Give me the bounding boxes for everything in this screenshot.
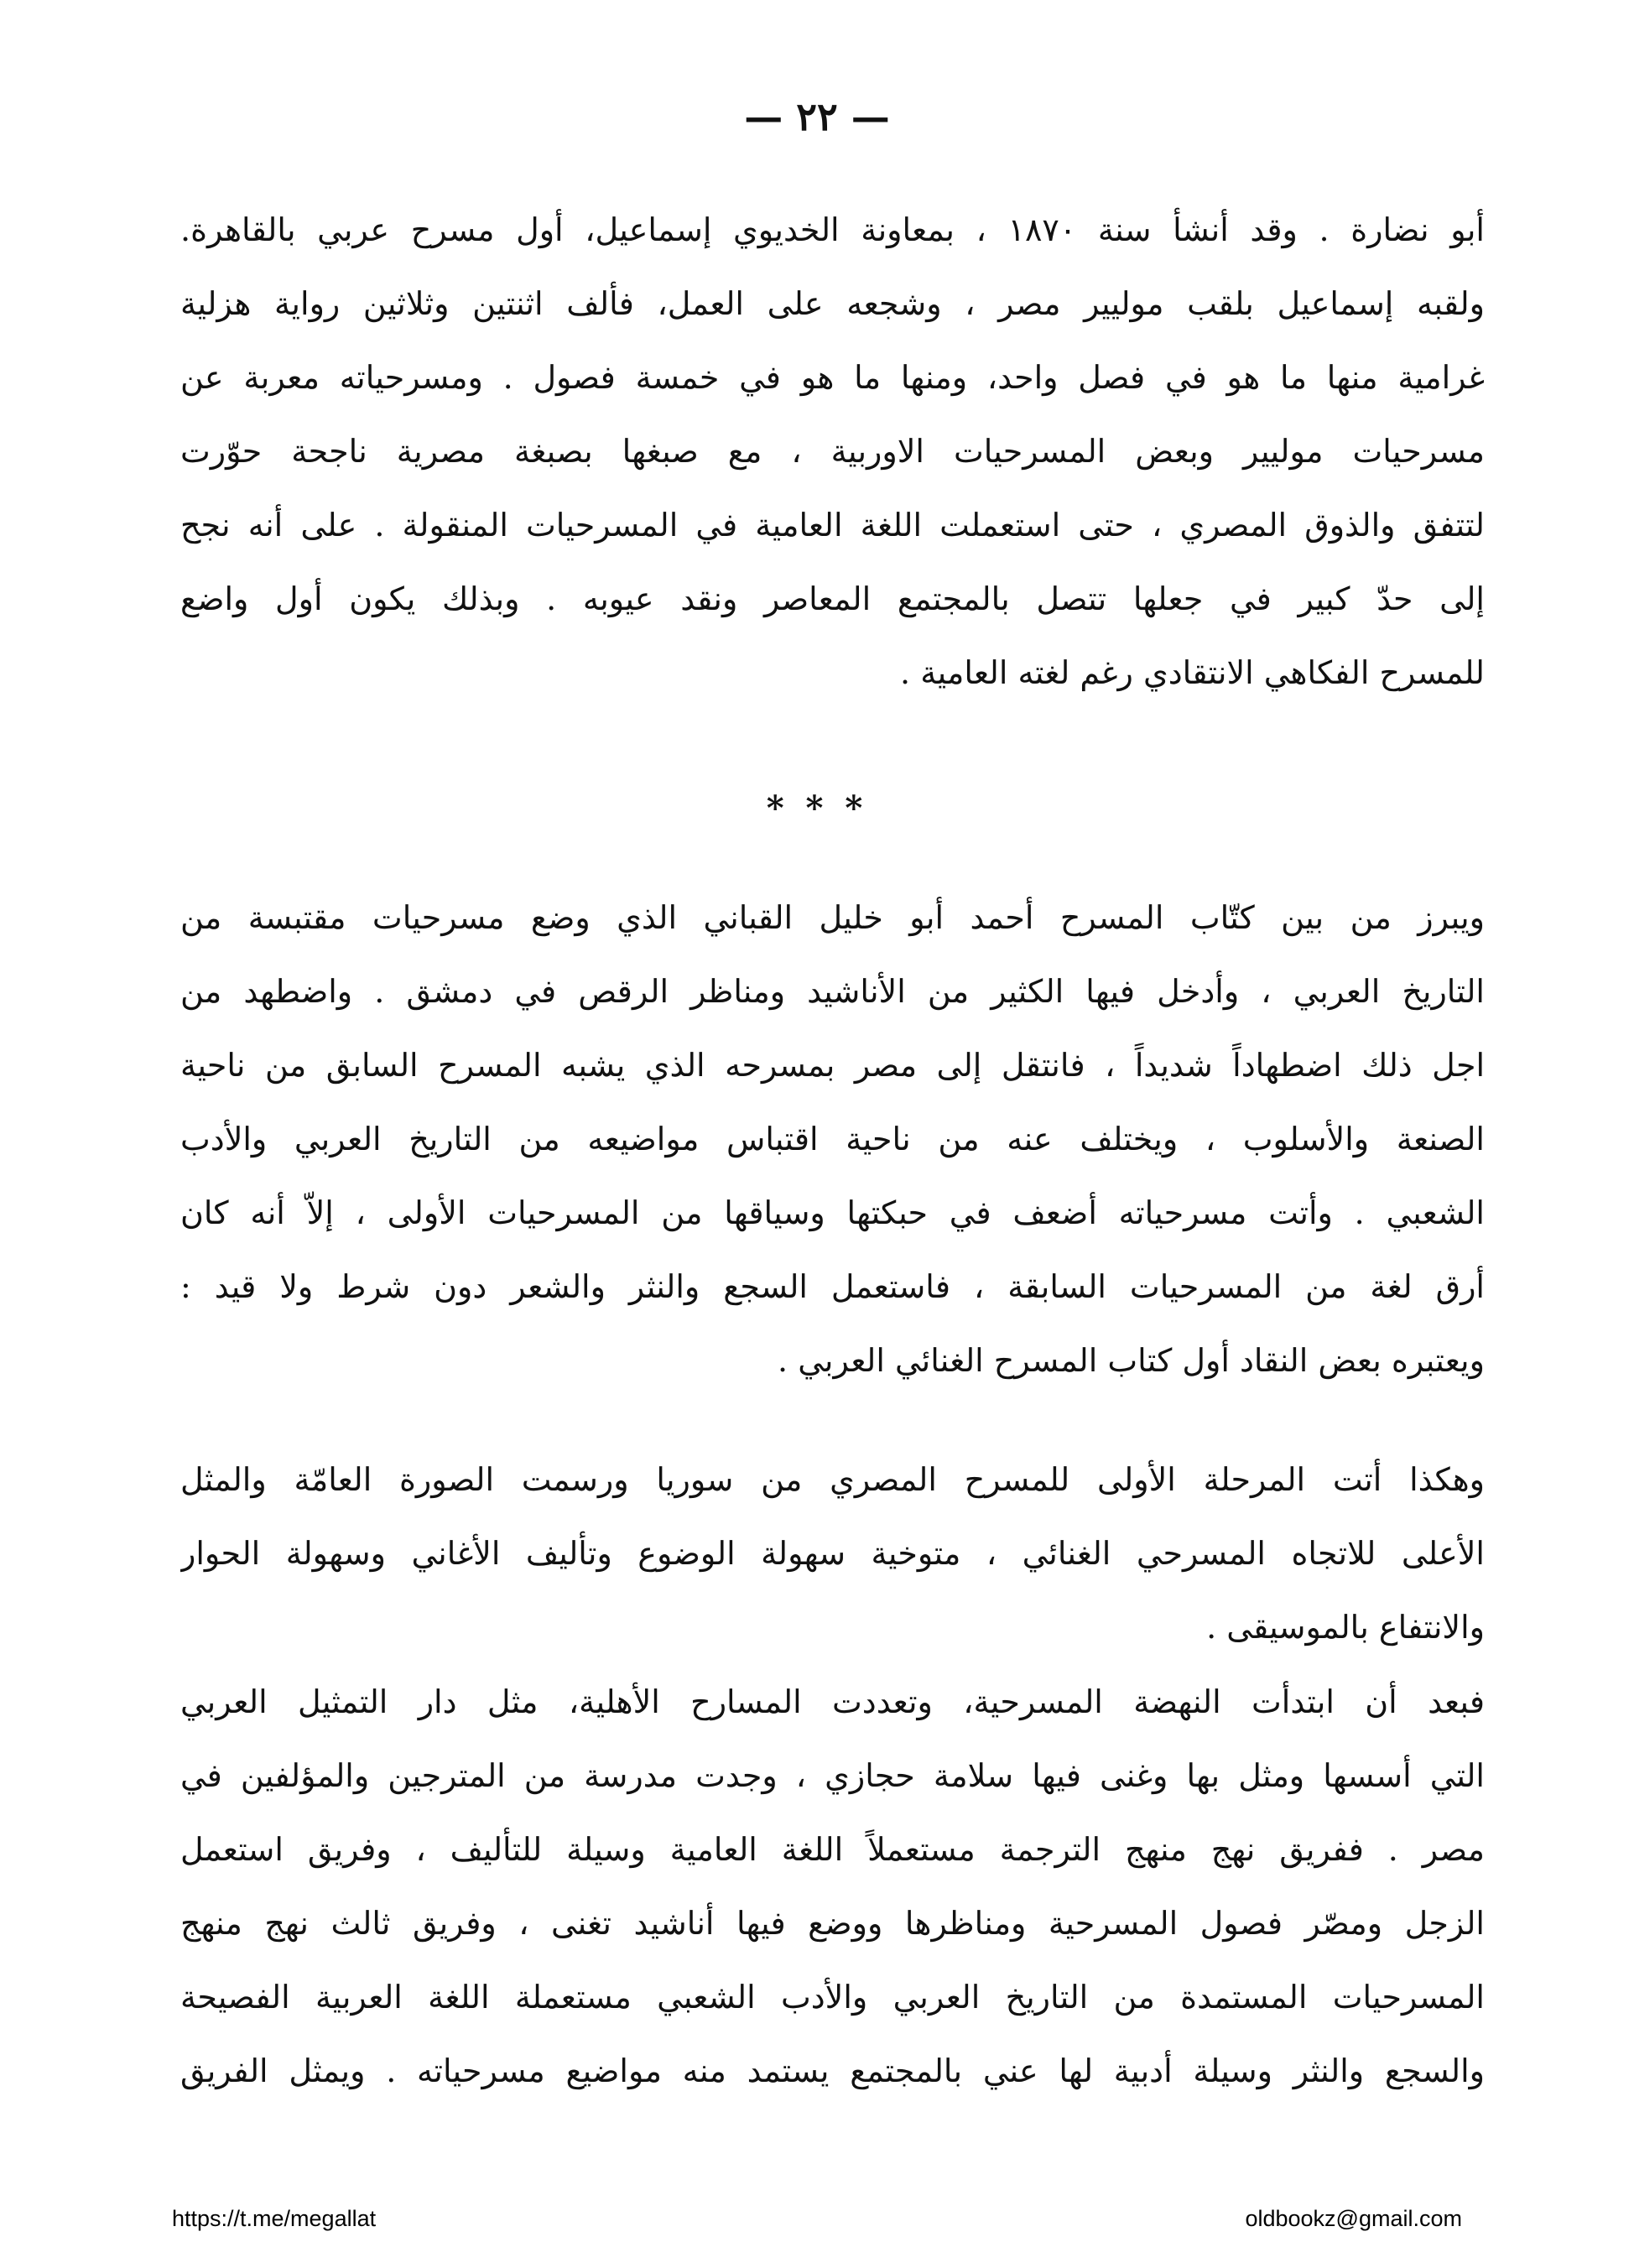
text-line: الصنعة والأسلوب ، ويختلف عنه من ناحية اقتباس مواضيعه من التاريخ العربي والأدب	[180, 1121, 1485, 1157]
text-line: اجل ذلك اضطهاداً شديداً ، فانتقل إلى مصر بمسرحه الذي يشبه المسرح السابق من ناحية	[180, 1047, 1485, 1084]
text-line: غرامية منها ما هو في فصل واحد، ومنها ما هو في خمسة فصول . ومسرحياته معربة عن	[180, 359, 1485, 396]
text-line: أرق لغة من المسرحيات السابقة ، فاستعمل السجع والنثر والشعر دون شرط ولا قيد :	[180, 1268, 1485, 1305]
page-number: — ٢٢ —	[744, 94, 890, 139]
text-line: للمسرح الفكاهي الانتقادي رغم لغته العامية .	[900, 654, 1485, 691]
text-line: الزجل ومصّر فصول المسرحية ومناظرها ووضع فيها أناشيد تغنى ، وفريق ثالث نهج منهج	[180, 1905, 1485, 1942]
text-line: الشعبي . وأتت مسرحياته أضعف في حبكتها وسياقها من المسرحيات الأولى ، إلاّ أنه كان	[180, 1194, 1485, 1231]
text-line: التي أسسها ومثل بها وغنى فيها سلامة حجازي ، وجدت مدرسة من المترجين والمؤلفين في	[180, 1757, 1485, 1794]
text-line: مصر . ففريق نهج منهج الترجمة مستعملاً اللغة العامية وسيلة للتأليف ، وفريق استعمل	[180, 1831, 1485, 1868]
text-line: التاريخ العربي ، وأدخل فيها الكثير من الأناشيد ومناظر الرقص في دمشق . واضطهد من	[180, 973, 1485, 1010]
section-separator: * * *	[766, 788, 868, 828]
footer-email[interactable]: oldbookz@gmail.com	[1245, 2206, 1462, 2231]
paragraph-4	[180, 1665, 1485, 2108]
paragraph-2	[180, 881, 1485, 1397]
text-line: لتتفق والذوق المصري ، حتى استعملت اللغة العامية في المسرحيات المنقولة . على أنه نجح	[180, 507, 1485, 544]
text-line: إلى حدّ كبير في جعلها تتصل بالمجتمع المعاصر ونقد عيوبه . وبذلك يكون أول واضع	[180, 580, 1485, 617]
text-line: والانتفاع بالموسيقى .	[1206, 1609, 1485, 1646]
text-line: فبعد أن ابتدأت النهضة المسرحية، وتعددت المسارح الأهلية، مثل دار التمثيل العربي	[180, 1683, 1485, 1720]
text-line: مسرحيات موليير وبعض المسرحيات الاوربية ، مع صبغها بصبغة مصرية ناجحة حوّرت	[180, 433, 1485, 470]
text-line: وهكذا أتت المرحلة الأولى للمسرح المصري من سوريا ورسمت الصورة العامّة والمثل	[180, 1461, 1485, 1498]
text-line: الأعلى للاتجاه المسرحي الغنائي ، متوخية سهولة الوضوع وتأليف الأغاني وسهولة الحوار	[180, 1535, 1485, 1572]
text-line: ويعتبره بعض النقاد أول كتاب المسرح الغنائي العربي .	[778, 1342, 1485, 1379]
text-line: والسجع والنثر وسيلة أدبية لها عني بالمجتمع يستمد منه مواضيع مسرحياته . ويمثل الفريق	[180, 2052, 1485, 2089]
footer-telegram-link[interactable]: https://t.me/megallat	[172, 2206, 377, 2231]
paragraph-1	[180, 193, 1485, 710]
text-line: ولقبه إسماعيل بلقب موليير مصر ، وشجعه على العمل، فألف اثنتين وثلاثين رواية هزلية	[180, 285, 1485, 322]
text-line: ويبرز من بين كتّاب المسرح أحمد أبو خليل القباني الذي وضع مسرحيات مقتبسة من	[180, 899, 1485, 936]
text-line: أبو نضارة . وقد أنشأ سنة ١٨٧٠ ، بمعاونة الخديوي إسماعيل، أول مسرح عربي بالقاهرة.	[180, 211, 1485, 248]
text-line: المسرحيات المستمدة من التاريخ العربي والأدب الشعبي مستعملة اللغة العربية الفصيحة	[180, 1979, 1485, 2016]
paragraph-3	[180, 1443, 1485, 1664]
